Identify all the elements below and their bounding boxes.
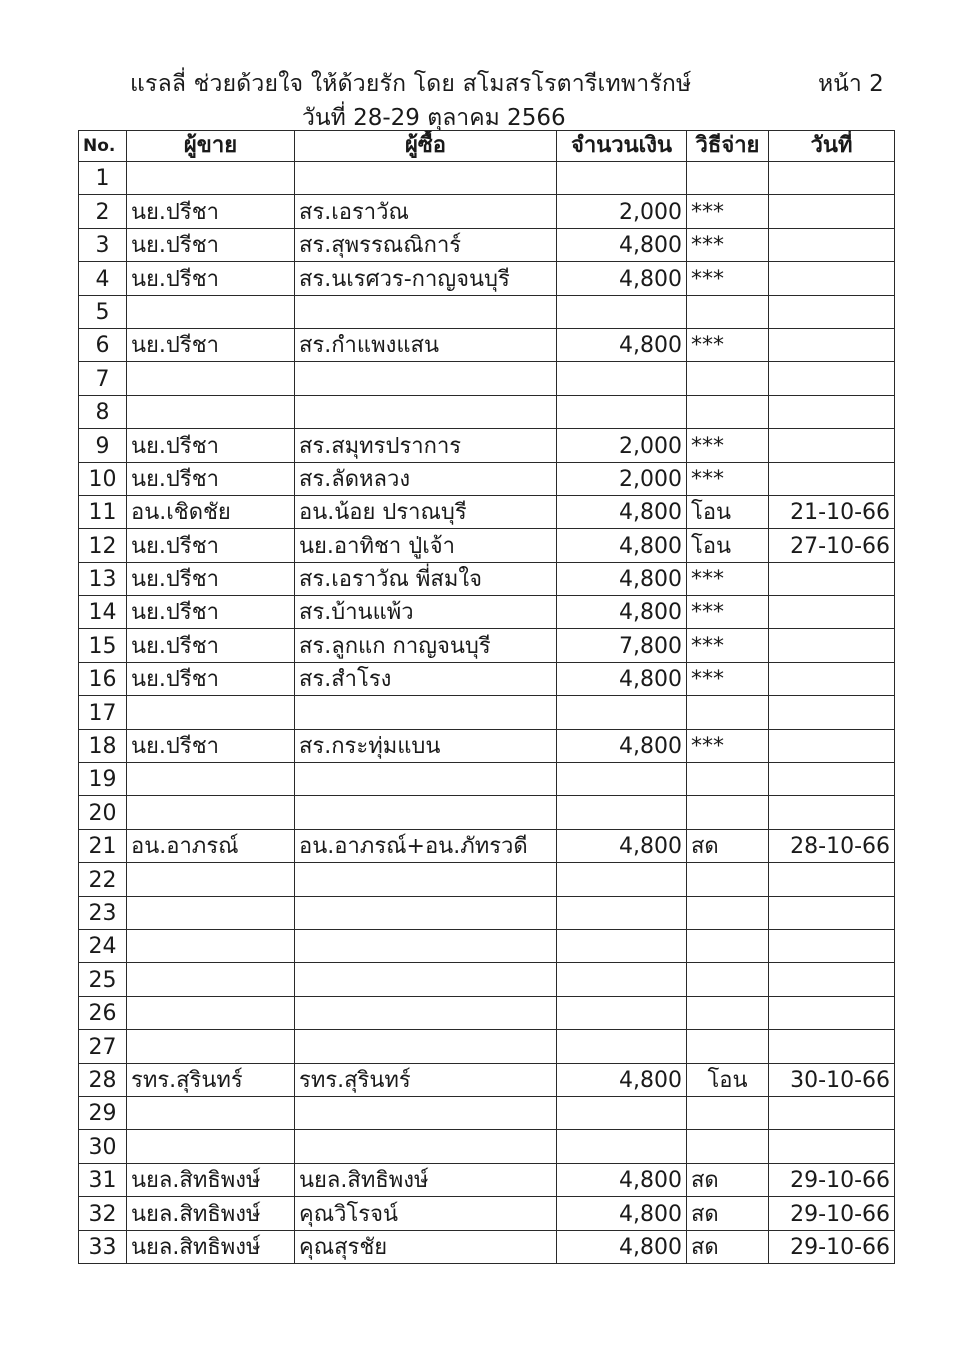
date-cell	[769, 662, 895, 695]
amount-cell	[557, 696, 687, 729]
table-row	[79, 1063, 895, 1096]
date-cell	[769, 162, 895, 195]
row-number: 18	[79, 729, 127, 762]
table-row	[79, 929, 895, 962]
payment-method-cell	[687, 996, 769, 1029]
column-header-amount: จำนวนเงิน	[557, 131, 687, 162]
seller-cell	[127, 896, 295, 929]
row-number: 12	[79, 529, 127, 562]
seller-cell: นย.ปรีชา	[127, 629, 295, 662]
amount-cell: 4,800	[557, 228, 687, 261]
payment-method-cell: ***	[687, 195, 769, 228]
row-number: 30	[79, 1130, 127, 1163]
buyer-cell	[295, 1030, 557, 1063]
payment-method-cell	[687, 796, 769, 829]
amount-cell: 4,800	[557, 1197, 687, 1230]
payment-method-cell: สด	[687, 829, 769, 862]
row-number: 10	[79, 462, 127, 495]
buyer-cell: สร.ลูกแก กาญจนบุรี	[295, 629, 557, 662]
payment-method-cell	[687, 362, 769, 395]
row-number: 31	[79, 1163, 127, 1196]
seller-cell	[127, 1130, 295, 1163]
table-row	[79, 796, 895, 829]
payment-method-cell: ***	[687, 629, 769, 662]
payment-method-cell	[687, 1130, 769, 1163]
table-row	[79, 462, 895, 495]
column-header-buyer: ผู้ซื้อ	[295, 131, 557, 162]
seller-cell: อน.อาภรณ์	[127, 829, 295, 862]
column-header-no: No.	[79, 131, 127, 162]
payment-method-cell	[687, 863, 769, 896]
table-row	[79, 162, 895, 195]
amount-cell: 4,800	[557, 495, 687, 528]
row-number: 20	[79, 796, 127, 829]
payment-method-cell	[687, 162, 769, 195]
table-row	[79, 429, 895, 462]
amount-cell	[557, 162, 687, 195]
buyer-cell	[295, 362, 557, 395]
payment-method-cell: ***	[687, 462, 769, 495]
amount-cell	[557, 1130, 687, 1163]
payment-method-cell	[687, 929, 769, 962]
seller-cell	[127, 996, 295, 1029]
seller-cell	[127, 1096, 295, 1129]
payment-method-cell	[687, 896, 769, 929]
date-cell	[769, 395, 895, 428]
date-cell	[769, 863, 895, 896]
row-number: 27	[79, 1030, 127, 1063]
seller-cell: รทร.สุรินทร์	[127, 1063, 295, 1096]
amount-cell: 7,800	[557, 629, 687, 662]
buyer-cell	[295, 295, 557, 328]
row-number: 5	[79, 295, 127, 328]
amount-cell	[557, 929, 687, 962]
buyer-cell: สร.บ้านแพ้ว	[295, 596, 557, 629]
date-cell	[769, 1130, 895, 1163]
date-cell	[769, 228, 895, 261]
table-row	[79, 395, 895, 428]
amount-cell: 2,000	[557, 462, 687, 495]
table-row	[79, 629, 895, 662]
row-number: 6	[79, 328, 127, 361]
table-row	[79, 896, 895, 929]
payment-method-cell	[687, 1030, 769, 1063]
buyer-cell	[295, 963, 557, 996]
seller-cell	[127, 362, 295, 395]
row-number: 3	[79, 228, 127, 261]
buyer-cell	[295, 162, 557, 195]
amount-cell	[557, 763, 687, 796]
payment-method-cell: ***	[687, 662, 769, 695]
amount-cell: 4,800	[557, 262, 687, 295]
row-number: 16	[79, 662, 127, 695]
column-header-payment-method: วิธีจ่าย	[687, 131, 769, 162]
row-number: 24	[79, 929, 127, 962]
table-row	[79, 1163, 895, 1196]
row-number: 22	[79, 863, 127, 896]
date-cell: 29-10-66	[769, 1197, 895, 1230]
amount-cell	[557, 362, 687, 395]
buyer-cell: สร.กำแพงแสน	[295, 328, 557, 361]
payment-method-cell: สด	[687, 1230, 769, 1263]
payment-method-cell: ***	[687, 729, 769, 762]
amount-cell: 4,800	[557, 1163, 687, 1196]
sales-table	[78, 130, 895, 1264]
date-cell	[769, 629, 895, 662]
table-row	[79, 529, 895, 562]
column-header-date: วันที่	[769, 131, 895, 162]
table-row	[79, 295, 895, 328]
payment-method-cell: โอน	[687, 529, 769, 562]
buyer-cell	[295, 696, 557, 729]
buyer-cell: สร.นเรศวร-กาญจนบุรี	[295, 262, 557, 295]
date-cell	[769, 295, 895, 328]
event-date: วันที่ 28-29 ตุลาคม 2566	[302, 105, 566, 131]
amount-cell	[557, 863, 687, 896]
payment-method-cell	[687, 696, 769, 729]
table-row	[79, 1096, 895, 1129]
buyer-cell	[295, 896, 557, 929]
table-row	[79, 596, 895, 629]
amount-cell	[557, 395, 687, 428]
table-row	[79, 1197, 895, 1230]
payment-method-cell: ***	[687, 228, 769, 261]
seller-cell: นย.ปรีชา	[127, 596, 295, 629]
buyer-cell: สร.สำโรง	[295, 662, 557, 695]
table-body	[79, 162, 895, 1264]
payment-method-cell: โอน	[687, 495, 769, 528]
date-cell	[769, 462, 895, 495]
buyer-cell	[295, 1130, 557, 1163]
row-number: 13	[79, 562, 127, 595]
payment-method-cell	[687, 1096, 769, 1129]
amount-cell	[557, 963, 687, 996]
amount-cell	[557, 796, 687, 829]
payment-method-cell: โอน	[687, 1063, 769, 1096]
date-cell	[769, 262, 895, 295]
row-number: 32	[79, 1197, 127, 1230]
buyer-cell	[295, 796, 557, 829]
date-cell	[769, 1096, 895, 1129]
date-cell	[769, 596, 895, 629]
table-row	[79, 1130, 895, 1163]
seller-cell	[127, 796, 295, 829]
date-cell	[769, 929, 895, 962]
buyer-cell: อน.อาภรณ์+อน.ภัทรวดี	[295, 829, 557, 862]
seller-cell: นย.ปรีชา	[127, 429, 295, 462]
amount-cell	[557, 996, 687, 1029]
seller-cell: นย.ปรีชา	[127, 195, 295, 228]
seller-cell	[127, 863, 295, 896]
buyer-cell: สร.สุพรรณณิการ์	[295, 228, 557, 261]
buyer-cell	[295, 929, 557, 962]
row-number: 26	[79, 996, 127, 1029]
date-cell	[769, 963, 895, 996]
amount-cell: 4,800	[557, 328, 687, 361]
seller-cell	[127, 295, 295, 328]
row-number: 14	[79, 596, 127, 629]
amount-cell: 4,800	[557, 1063, 687, 1096]
payment-method-cell	[687, 295, 769, 328]
row-number: 7	[79, 362, 127, 395]
row-number: 1	[79, 162, 127, 195]
table-row	[79, 996, 895, 1029]
row-number: 25	[79, 963, 127, 996]
buyer-cell: สร.ลัดหลวง	[295, 462, 557, 495]
table-row	[79, 696, 895, 729]
payment-method-cell: สด	[687, 1163, 769, 1196]
row-number: 2	[79, 195, 127, 228]
seller-cell: นย.ปรีชา	[127, 462, 295, 495]
table-row	[79, 262, 895, 295]
table-row	[79, 562, 895, 595]
row-number: 11	[79, 495, 127, 528]
table-header-row	[79, 131, 895, 162]
seller-cell: นย.ปรีชา	[127, 328, 295, 361]
buyer-cell: คุณสุรชัย	[295, 1230, 557, 1263]
row-number: 19	[79, 763, 127, 796]
seller-cell: อน.เชิดชัย	[127, 495, 295, 528]
amount-cell: 2,000	[557, 195, 687, 228]
table-row	[79, 228, 895, 261]
page-number: หน้า 2	[818, 71, 884, 97]
table-row	[79, 963, 895, 996]
row-number: 8	[79, 395, 127, 428]
buyer-cell: อน.น้อย ปราณบุรี	[295, 495, 557, 528]
seller-cell: นยล.สิทธิพงษ์	[127, 1230, 295, 1263]
seller-cell	[127, 763, 295, 796]
buyer-cell: สร.สมุทรปราการ	[295, 429, 557, 462]
seller-cell: นย.ปรีชา	[127, 729, 295, 762]
date-cell	[769, 696, 895, 729]
buyer-cell	[295, 863, 557, 896]
date-cell: 29-10-66	[769, 1163, 895, 1196]
seller-cell: นย.ปรีชา	[127, 662, 295, 695]
date-cell: 27-10-66	[769, 529, 895, 562]
date-cell	[769, 796, 895, 829]
seller-cell	[127, 395, 295, 428]
table-row	[79, 763, 895, 796]
date-cell	[769, 362, 895, 395]
buyer-cell: สร.กระทุ่มแบน	[295, 729, 557, 762]
date-cell	[769, 1030, 895, 1063]
seller-cell: นย.ปรีชา	[127, 262, 295, 295]
seller-cell: นย.ปรีชา	[127, 529, 295, 562]
seller-cell	[127, 162, 295, 195]
date-cell	[769, 562, 895, 595]
amount-cell: 4,800	[557, 729, 687, 762]
amount-cell	[557, 1096, 687, 1129]
seller-cell	[127, 929, 295, 962]
date-cell	[769, 763, 895, 796]
seller-cell	[127, 1030, 295, 1063]
buyer-cell: นยล.สิทธิพงษ์	[295, 1163, 557, 1196]
amount-cell: 4,800	[557, 596, 687, 629]
row-number: 9	[79, 429, 127, 462]
row-number: 4	[79, 262, 127, 295]
row-number: 28	[79, 1063, 127, 1096]
row-number: 23	[79, 896, 127, 929]
amount-cell: 4,800	[557, 562, 687, 595]
date-cell: 28-10-66	[769, 829, 895, 862]
buyer-cell	[295, 996, 557, 1029]
amount-cell: 2,000	[557, 429, 687, 462]
amount-cell	[557, 295, 687, 328]
seller-cell: นยล.สิทธิพงษ์	[127, 1163, 295, 1196]
buyer-cell	[295, 395, 557, 428]
row-number: 17	[79, 696, 127, 729]
seller-cell: นย.ปรีชา	[127, 228, 295, 261]
seller-cell	[127, 696, 295, 729]
date-cell	[769, 195, 895, 228]
buyer-cell: คุณวิโรจน์	[295, 1197, 557, 1230]
buyer-cell: นย.อาทิชา ปู่เจ้า	[295, 529, 557, 562]
amount-cell	[557, 1030, 687, 1063]
amount-cell: 4,800	[557, 829, 687, 862]
table-row	[79, 662, 895, 695]
row-number: 33	[79, 1230, 127, 1263]
payment-method-cell: สด	[687, 1197, 769, 1230]
amount-cell: 4,800	[557, 662, 687, 695]
amount-cell: 4,800	[557, 1230, 687, 1263]
row-number: 29	[79, 1096, 127, 1129]
row-number: 15	[79, 629, 127, 662]
table-row	[79, 1030, 895, 1063]
seller-cell: นยล.สิทธิพงษ์	[127, 1197, 295, 1230]
payment-method-cell: ***	[687, 429, 769, 462]
payment-method-cell: ***	[687, 596, 769, 629]
payment-method-cell: ***	[687, 262, 769, 295]
date-cell	[769, 729, 895, 762]
payment-method-cell	[687, 963, 769, 996]
table-row	[79, 1230, 895, 1263]
table-row	[79, 729, 895, 762]
table-row	[79, 863, 895, 896]
buyer-cell	[295, 1096, 557, 1129]
buyer-cell: สร.เอราวัณ พี่สมใจ	[295, 562, 557, 595]
table-row	[79, 362, 895, 395]
row-number: 21	[79, 829, 127, 862]
date-cell: 30-10-66	[769, 1063, 895, 1096]
date-cell	[769, 896, 895, 929]
buyer-cell: สร.เอราวัณ	[295, 195, 557, 228]
table-row	[79, 328, 895, 361]
document-title: แรลลี่ ช่วยด้วยใจ ให้ด้วยรัก โดย สโมสรโรตารีเทพารักษ์	[130, 71, 692, 97]
payment-method-cell	[687, 395, 769, 428]
date-cell: 21-10-66	[769, 495, 895, 528]
seller-cell	[127, 963, 295, 996]
payment-method-cell: ***	[687, 562, 769, 595]
table-row	[79, 829, 895, 862]
table-row	[79, 495, 895, 528]
amount-cell	[557, 896, 687, 929]
buyer-cell	[295, 763, 557, 796]
column-header-seller: ผู้ขาย	[127, 131, 295, 162]
date-cell	[769, 996, 895, 1029]
seller-cell: นย.ปรีชา	[127, 562, 295, 595]
buyer-cell: รทร.สุรินทร์	[295, 1063, 557, 1096]
date-cell	[769, 328, 895, 361]
payment-method-cell: ***	[687, 328, 769, 361]
date-cell	[769, 429, 895, 462]
amount-cell: 4,800	[557, 529, 687, 562]
date-cell: 29-10-66	[769, 1230, 895, 1263]
payment-method-cell	[687, 763, 769, 796]
table-row	[79, 195, 895, 228]
